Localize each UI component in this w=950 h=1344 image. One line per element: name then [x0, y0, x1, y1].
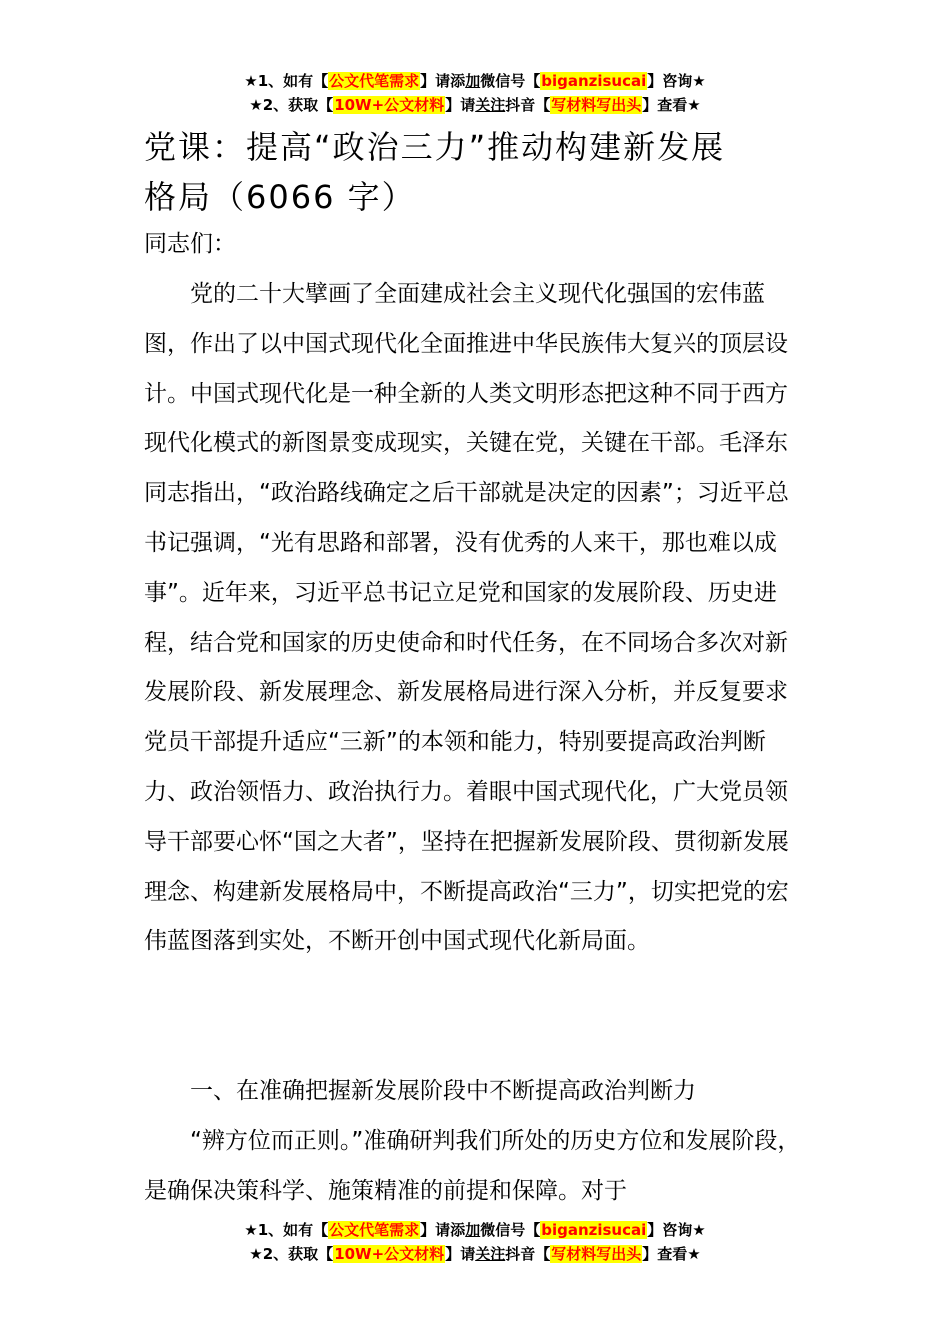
banner-text: 1、如有【	[257, 72, 329, 90]
banner-text: 】请添	[420, 1221, 466, 1239]
body-paragraph-2: “辨方位而正则。”准确研判我们所处的历史方位和发展阶段，是确保决策科学、施策精准的前提和保障。对于	[144, 1128, 801, 1204]
banner-text: 微信号【	[480, 1221, 541, 1239]
banner-underlined-text: 加	[465, 72, 481, 90]
banner-text: 】请添	[420, 72, 466, 90]
banner-highlight-douyin: 写材料写出头	[551, 96, 642, 114]
banner-underlined-text: 加	[465, 1221, 481, 1239]
banner-text: 抖音【	[505, 1245, 551, 1263]
star-icon: ★	[249, 96, 263, 114]
banner-highlight-service: 公文代笔需求	[329, 1221, 420, 1239]
title-line-1: 党课：提高“政治三力”推动构建新发展	[144, 128, 726, 166]
banner-highlight-materials: 10W+公文材料	[334, 96, 445, 114]
document-title	[144, 122, 824, 222]
banner-text: 】查看★	[642, 1245, 701, 1263]
banner-text: 】请	[445, 96, 476, 114]
banner-text: 微信号【	[480, 72, 541, 90]
body-paragraph-1: 党的二十大擘画了全面建成社会主义现代化强国的宏伟蓝图，作出了以中国式现代化全面推进中华民族伟大复兴的顶层设计。中国式现代化是一种全新的人类文明形态把这种不同于西方现代化模式的新图景变成现实，关键在党，关键在干部。毛泽东同志指出，“政治路线确定之后干部就是决定的因素”；习近平总书记强调，“光有思路和部署，没有优秀的人来干，那也难以成事”。近年来，习近平总书记立足党和国家的发展阶段、历史进程，结合党和国家的历史使命和时代任务，在不同场合多次对新发展阶段、新发展理念、新发展格局进行深入分析，并反复要求党员干部提升适应“三新”的本领和能力，特别要提高政治判断力、政治领悟力、政治执行力。着眼中国式现代化，广大党员领导干部要心怀“国之大者”，坚持在把握新发展阶段、贯彻新发展理念、构建新发展格局中，不断提高政治“三力”，切实把党的宏伟蓝图落到实处，不断开创中国式现代化新局面。	[144, 281, 789, 955]
banner-highlight-service: 公文代笔需求	[329, 72, 420, 90]
banner-text: 】查看★	[642, 96, 701, 114]
banner-highlight-douyin: 写材料写出头	[551, 1245, 642, 1263]
star-icon: ★	[244, 72, 258, 90]
bottom-banner-line-1	[0, 1219, 950, 1241]
banner-underlined-text: 关注	[475, 96, 506, 114]
banner-highlight-wechat-id: biganzisucai	[541, 72, 647, 90]
bottom-banner-line-2	[0, 1243, 950, 1265]
banner-highlight-materials: 10W+公文材料	[334, 1245, 445, 1263]
banner-highlight-wechat-id: biganzisucai	[541, 1221, 647, 1239]
banner-text: 2、获取【	[262, 96, 334, 114]
banner-text: 1、如有【	[257, 1221, 329, 1239]
star-icon: ★	[249, 1245, 263, 1263]
banner-text: 】咨询★	[647, 1221, 706, 1239]
title-line-2: 格局（6066 字）	[144, 178, 416, 216]
section-heading-1: 一、在准确把握新发展阶段中不断提高政治判断力	[190, 1078, 696, 1104]
banner-text: 抖音【	[505, 96, 551, 114]
salutation: 同志们：	[144, 231, 236, 257]
top-banner-line-2	[0, 94, 950, 116]
banner-text: 】咨询★	[647, 72, 706, 90]
banner-text: 】请	[445, 1245, 476, 1263]
banner-underlined-text: 关注	[475, 1245, 506, 1263]
banner-text: 2、获取【	[262, 1245, 334, 1263]
star-icon: ★	[244, 1221, 258, 1239]
top-banner-line-1	[0, 70, 950, 92]
